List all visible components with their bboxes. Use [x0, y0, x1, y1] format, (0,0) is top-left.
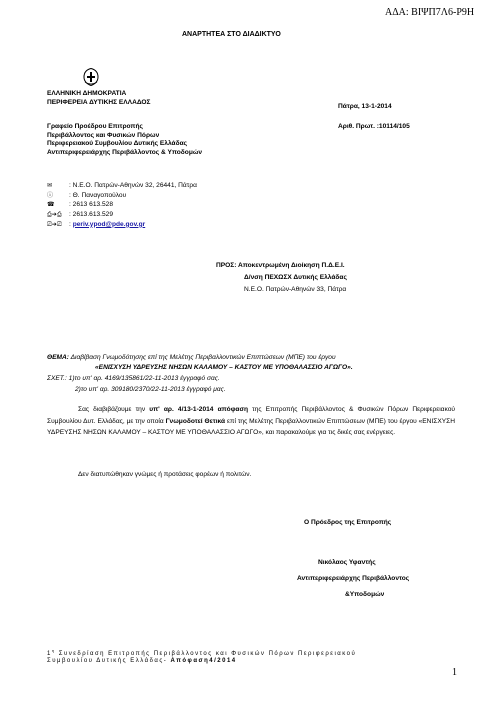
signature-title-2: &Υποδομών: [345, 591, 385, 598]
contact-phone: : 2613 613.528: [69, 201, 113, 209]
reference-1: ΣΧΕΤ.: 1)το υπ' αρ. 4169/135861/22-11-2013 έγγραφό σας.: [47, 375, 220, 382]
body-positive-opinion: Γνωμοδοτεί Θετικά: [165, 417, 226, 425]
ada-code: ΑΔΑ: ΒΙΨΠ7Λ6-Ρ9Η: [385, 7, 475, 18]
signature-name: Νικόλαος Υφαντής: [318, 559, 376, 566]
subject-project: «ΕΝΙΣΧΥΣΗ ΥΔΡΕΥΣΗΣ ΝΗΣΩΝ ΚΑΛΑΜΟΥ – ΚΑΣΤΟΥ ΜΕ ΥΠΟΘΑΛΑΣΣΙΟ ΑΓΩΓΟ».: [95, 364, 353, 371]
page-number: 1: [452, 667, 457, 678]
contact-email-link[interactable]: periv.ypod@pde.gov.gr: [72, 220, 146, 228]
signature-title-1: Αντιπεριφερειάρχης Περιβάλλοντος: [297, 575, 410, 582]
info-icon: ⓘ: [47, 192, 54, 199]
contact-address-row: [47, 181, 197, 191]
reference-2: 2)το υπ' αρ. 309180/2370/22-11-2013 έγγραφό μας.: [75, 386, 226, 393]
posted-online-label: ΑΝΑΡΤΗΤΕΑ ΣΤΟ ΔΙΑΔΙΚΤΥΟ: [182, 31, 281, 38]
protocol-number: Αριθ. Πρωτ. :10114/105: [338, 123, 410, 130]
country-label: ΕΛΛΗΝΙΚΗ ΔΗΜΟΚΡΑΤΙΑ: [47, 90, 127, 97]
office-line-3: Περιφερειακού Συμβουλίου Δυτικής Ελλάδας: [47, 140, 188, 148]
contact-block: [47, 181, 197, 229]
office-line-4: Αντιπεριφερειάρχης Περιβάλλοντος & Υποδομών: [47, 148, 203, 156]
recipient-line-2: Δ/νση ΠΕΧΩΣΧ Δυτικής Ελλάδας: [244, 274, 347, 281]
greek-emblem-icon: [82, 68, 100, 86]
subject-text: Διαβίβαση Γνωμοδότησης επί της Μελέτης Περιβαλλοντικών Επιπτώσεων (ΜΠΕ) του έργου: [68, 354, 336, 361]
signature-role: Ο Πρόεδρος της Επιτροπής: [304, 519, 392, 526]
recipient-line-3: Ν.Ε.Ο. Πατρών-Αθηνών 33, Πάτρα: [244, 286, 347, 293]
fax-icon: ⎙➔⎙: [47, 212, 62, 219]
contact-email-prefix: :: [69, 220, 71, 228]
subject-label: ΘΕΜΑ:: [47, 354, 69, 361]
contact-fax-row: [47, 210, 197, 220]
body-decision-ref: υπ' αρ. 4/13-1-2014 απόφαση: [149, 406, 249, 413]
contact-phone-row: [47, 200, 197, 210]
email-icon: ⎚➔⎚: [47, 221, 62, 228]
contact-address: : Ν.Ε.Ο. Πατρών-Αθηνών 32, 26441, Πάτρα: [69, 182, 197, 189]
office-block: [47, 123, 202, 157]
contact-fax: : 2613.613.529: [69, 211, 113, 219]
subject-line: [47, 354, 336, 363]
contact-person-row: [47, 191, 197, 201]
office-line-2: Περιβάλλοντος και Φυσικών Πόρων: [47, 131, 160, 139]
office-line-1: Γραφείο Προέδρου Επιτροπής: [47, 123, 143, 130]
footer-line-2: [47, 658, 237, 666]
footer-superscript: η: [51, 648, 56, 653]
body-paragraph-2: Δεν διατυπώθηκαν γνώμες ή προτάσεις φορέων ή πολιτών.: [78, 471, 252, 478]
phone-icon: ☎: [47, 202, 55, 209]
recipient-line-1: ΠΡΟΣ: Αποκεντρωμένη Διοίκηση Π.Δ.Ε.Ι.: [216, 262, 345, 269]
document-date: Πάτρα, 13-1-2014: [338, 103, 392, 110]
body-paragraph: [47, 404, 455, 439]
contact-person: : Θ. Παναγοπούλου: [69, 191, 127, 199]
footer-line-1-text: Συνεδρίαση Επιτροπής Περιβάλλοντος και Φυσικών Πόρων Περιφερειακού: [55, 651, 357, 657]
footer-line-2-text: Συμβουλίου Δυτικής Ελλάδας-: [47, 658, 171, 664]
footer-decision: Απόφαση4/2014: [170, 658, 237, 664]
body-text-c: της Επιτροπής Περιβάλλοντος & Φυσικών Πόρων Περιφερειακού Συμβουλίου Δυτ. Ελλάδας, με την οποία: [47, 406, 455, 425]
contact-email-row: [47, 220, 197, 230]
body-text-e: επί της Μελέτης Περιβαλλοντικών Επιπτώσεων (ΜΠΕ) του έργου «ΕΝΙΣΧΥΣΗ ΥΔΡΕΥΣΗΣ ΝΗΣΩΝ ΚΑΛΑΜΟΥ – ΚΑΣΤΟΥ ΜΕ ΥΠΟΘΑΛΑΣΣΙΟ ΑΓΩΓΟ», και παρακαλούμε για τις δικές σας ενέργειες.: [47, 417, 455, 437]
footer-session-number: 1: [47, 651, 52, 657]
body-text-a: Σας διαβιβάζουμε την: [78, 406, 150, 413]
envelope-icon: ✉: [47, 183, 53, 189]
region-label: ΠΕΡΙΦΕΡΕΙΑ ΔΥΤΙΚΗΣ ΕΛΛΑΔΟΣ: [47, 98, 151, 106]
sender-block: [47, 90, 151, 107]
